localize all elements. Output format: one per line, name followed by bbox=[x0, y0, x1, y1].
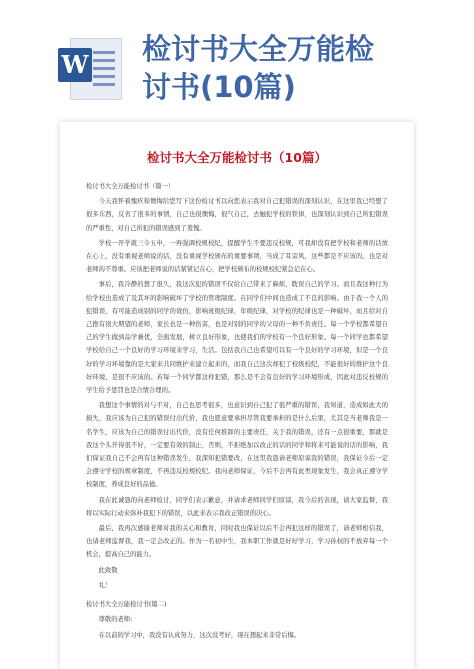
page-title bbox=[142, 30, 462, 106]
paragraph: 我在此诚恳的向老师检讨，同学们表示歉意，并请求老师同学们原谅，我今后的表现，请大家监督，我将以实际行动来弥补我犯下的错误，以此来表示我改正错误的决心。 bbox=[86, 496, 388, 517]
doc-line bbox=[93, 51, 115, 54]
doc-line bbox=[93, 83, 115, 86]
paragraph: 最后，我再次感谢老师对我的关心和教育，同时我也保证以后不会再犯这样的错误了，请老师相信我，也请老师监督我，我一定会改正的。作为一名初中生，我本职工作就是好好学习，学习孙权的不放弃每一个机会，提高自己的能力。 bbox=[86, 525, 388, 559]
document-body bbox=[86, 180, 388, 644]
section-heading: 检讨书大全万能检讨书（篇一） bbox=[86, 183, 175, 190]
document-title: 检讨书大全万能检讨书（10篇） bbox=[147, 150, 327, 165]
paragraph: 今天我怀着愧疚和懊悔给您写下这份检讨书以向您表示我对自己犯错误的深刻认识，在这里我已经想了很多东西，反省了很多的事情，自己也很懊悔，很气自己，去触犯学校的铁律，也深刻认识到自己所犯错误的严重性，对自己所犯的错误感到了羞愧。 bbox=[86, 198, 388, 232]
page-title-line1: 检讨书大全万能检 bbox=[142, 32, 375, 66]
document-page bbox=[60, 122, 414, 669]
doc-line bbox=[93, 67, 115, 70]
closing-line: 此致敬 bbox=[98, 566, 118, 574]
word-doc-icon bbox=[58, 38, 120, 98]
greeting: 尊敬的老师: bbox=[98, 616, 133, 624]
header-banner bbox=[0, 0, 474, 118]
paragraph: 学校一开学就三令五申，一再强调校规校纪，提醒学生不要违反校规，可我却没有把学校和老师的话放在心上，没有重视老师说的话，没有重视学校颁布的重要事项，当成了耳旁风，这些都是不应该的。也是对老师的不尊重。应该把老师说的话紧紧记在心，把学校颁布的校规校纪紧急记在心。 bbox=[86, 239, 388, 274]
doc-line bbox=[93, 75, 115, 78]
paragraph: 在以前的学习中，我没有认真努力，这次没考好，现在想起来非常后悔。 bbox=[98, 631, 301, 639]
doc-line bbox=[93, 59, 115, 62]
section-heading: 检讨书大全万能检讨书(篇二) bbox=[86, 601, 167, 609]
closing-line: 礼！ bbox=[98, 581, 112, 589]
page-title-line2: 讨书(10篇) bbox=[142, 70, 296, 104]
word-letter-badge: W bbox=[58, 48, 92, 82]
paragraph: 事后，我冷静的想了很久，我这次犯的错误不仅给自己带来了麻烦，耽误自己的学习。而且我这种行为给学校也造成了及其坏的影响破坏了学校的管理制度。在同学们中间也造成了不良的影响。由于我一个人的犯错误，有可能造成别的同学的效仿，影响班级纪律，年级纪律，对学校的纪律也是一种破坏，而且给对自己抱有很大期望的老师，家长也是一种伤害，也是对别的同学的父母的一种不负责任。每一个学校都希望自己的学生做到品学兼优，全面发展，树立良好形象，也使我们的学校有一个良好形象。每一个同学也都希望学校给自己一个良好的学习环境来学习，生活。包括我自己也希望可以有一个良好的学习环境，但是一个良好的学习环境靠的是大家来共同维护来建立起来的，而我自己这次却犯了校级校纪，不能很好的维护这个良好环境，是很不应该的。若每一个同学都这样犯错，那么是不会有良好的学习环境形成，因此对违反校规的学生给予惩罚也是合情合理的。 bbox=[86, 281, 388, 395]
paragraph: 我想这个事情的对与不对，自己也思考很多，也意识到自己犯了很严重的错误，我知道，造成如此大的损失，我应该为自己犯的错误付出代价，我也愿意要承担尽管我要承担的是什么后果，尤其是当老师我是一名学生，应该为自己的错误付出代价，没有任何推卸的主要责任，关于我的错误，还有一点很重要，那就是我这个头开得很不好，一定要有效的制止，否则，不拒绝加以改正的话的同学和将来可能说的话的影响，我们保证我自己不会再有这种错误发生，我深知犯错要改，在这里我恳请老师原谅我的错误，我保证今后一定会遵守学校的规章制度，不再违反校规校纪。我向老师保证，今后不会再有此类现象发生，我会真正遵守学校制度，养成良好的品德。 bbox=[86, 402, 388, 489]
